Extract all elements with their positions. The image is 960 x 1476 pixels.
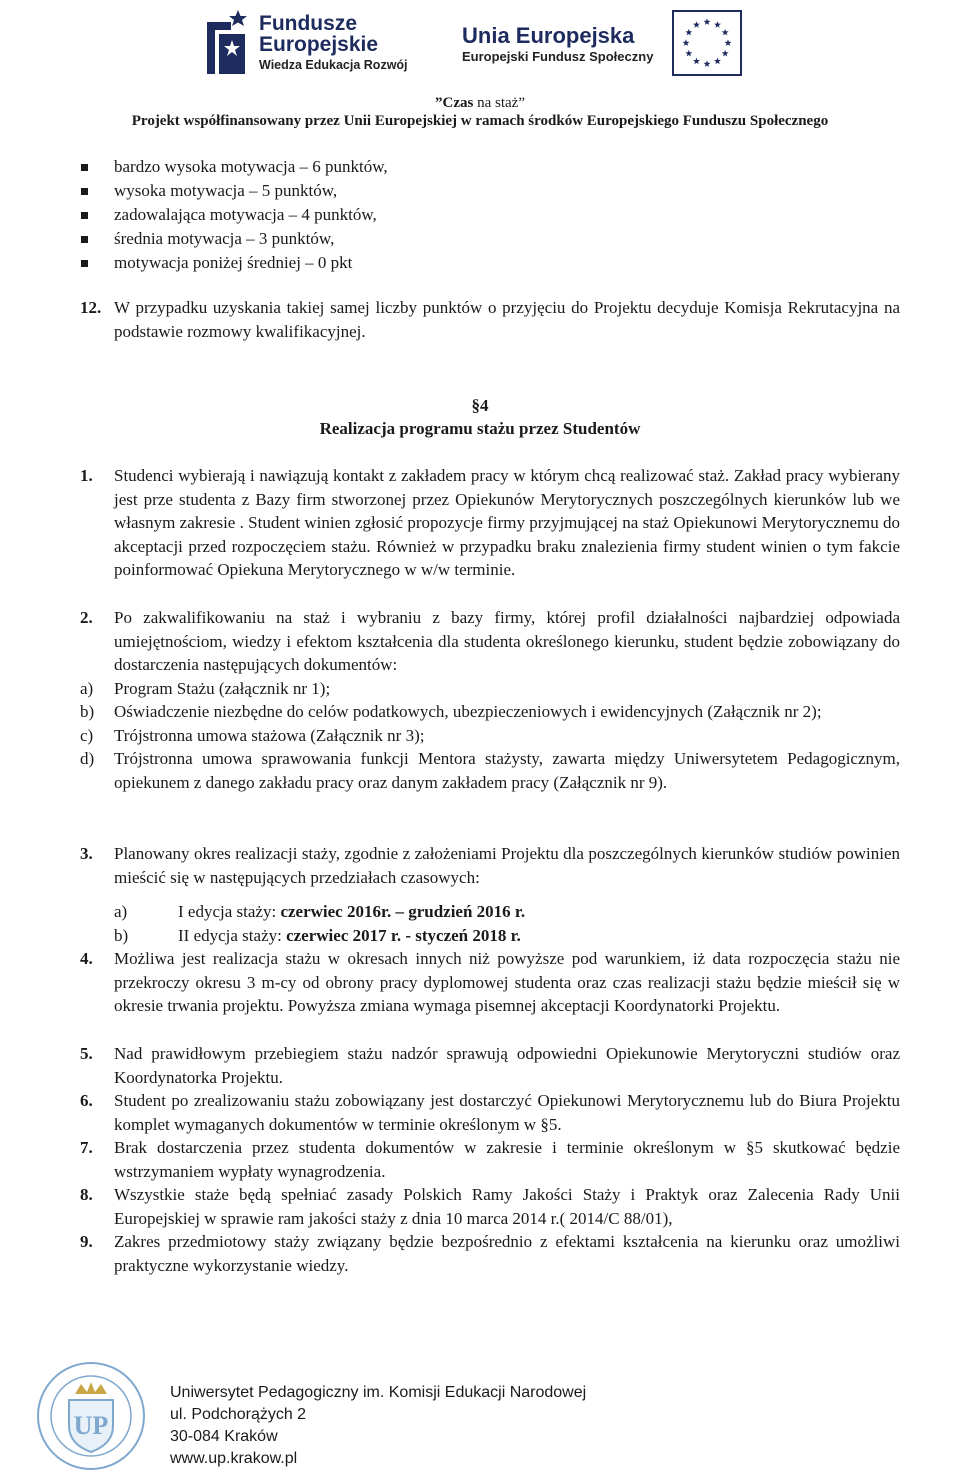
item-number: 1. [80,466,93,485]
seal-letters: UP [73,1411,109,1440]
edition-list [80,900,900,948]
bullet-text: bardzo wysoka motywacja – 6 punktów, [114,157,388,176]
edition-label: I edycja staży: [178,902,281,921]
footer-university: Uniwersytet Pedagogiczny im. Komisji Edukacji Narodowej [170,1384,587,1401]
square-bullet-icon [81,188,88,195]
edition-dates: czerwiec 2017 r. - styczeń 2018 r. [286,926,521,945]
ue-logo-line1: Unia Europejska [462,23,635,48]
edition-letter: a) [114,902,128,921]
item-text: Student po zrealizowaniu stażu zobowiązany jest dostarczyć Opiekunowi Merytorycznemu lub do Biura Projektu komplet wymaganych dokumentów w terminie określonym w §5. [114,1091,900,1134]
document-list-item [80,700,900,724]
section-title: Realizacja programu stażu przez Studentów [319,419,641,438]
item-number: 9. [80,1232,93,1251]
project-name-bold: ”Czas [435,95,474,111]
section-item-6 [80,1089,900,1136]
list-item [80,227,388,251]
section-symbol: §4 [471,396,489,415]
edition-item [80,900,900,924]
item-letter-text: Program Stażu (załącznik nr 1); [114,678,331,698]
section-item-7 [80,1136,900,1183]
item-letter-text: Oświadczenie niezbędne do celów podatkowych, ubezpieczeniowych i ewidencyjnych (Załącznik nr 2); [114,702,822,721]
section-item-1 [80,464,900,582]
fe-logo-line3: Wiedza Edukacja Rozwój [259,58,408,72]
paragraph-text: W przypadku uzyskania takiej samej liczby punktów o przyjęciu do Projektu decyduje Komisja Rekrutacyjna na podstawie rozmowy kwalifikacyjnej. [114,298,900,341]
section-item-4 [80,947,900,1018]
ue-logo-text [462,24,653,66]
item-number: 6. [80,1091,93,1110]
item-text: Po zakwalifikowaniu na staż i wybraniu z bazy firmy, której profil działalności najbardziej odpowiada umiejętnościom, wiedzy i efektom kształcenia dla studenta określonego kierunku, student będzie zobowiązany do dostarczenia następujących dokumentów: [114,608,900,674]
item-number: 7. [80,1138,93,1157]
item-text: Zakres przedmiotowy staży związany będzie bezpośrednio z efektami kształcenia na kierunku oraz umożliwi praktyczne wykorzystanie wiedzy. [114,1232,900,1275]
item-text: Nad prawidłowym przebiegiem stażu nadzór sprawują odpowiedni Opiekunowie Merytoryczni studiów oraz Koordynatorka Projektu. [114,1044,900,1087]
item-number: 2. [80,608,93,627]
footer-website: www.up.krakow.pl [170,1450,298,1467]
document-list-item [80,724,900,748]
item-number: 4. [80,949,93,968]
eu-flag-icon [672,10,742,76]
item-letter: a) [80,678,94,698]
square-bullet-icon [81,236,88,243]
item-text: Możliwa jest realizacja stażu w okresach innych niż powyższe pod warunkiem, iż data rozpoczęcia stażu nie przekroczy okresu 3 m-cy od obrony pracy dyplomowej studenta oraz czas realizacji stażu będzie mieścił się w okresie trwania projektu. Powyższa zmiana wymaga pisemnej akceptacji Koordynatorki Projektu. [114,949,900,1015]
section-item-9 [80,1230,900,1277]
item-number: 3. [80,844,93,863]
edition-dates: czerwiec 2016r. – grudzień 2016 r. [280,902,526,921]
fe-star-icon [205,10,249,76]
item-number: 5. [80,1044,93,1063]
unia-europejska-logo [462,8,752,78]
bullet-text: motywacja poniżej średniej – 0 pkt [114,253,353,272]
section-item-3 [80,842,900,889]
square-bullet-icon [81,212,88,219]
list-item [80,203,388,227]
project-name-rest: na staż” [473,95,525,111]
edition-letter: b) [114,926,129,945]
fe-logo-line2: Europejskie [259,33,379,56]
fe-logo-line1: Fundusze [259,12,357,35]
item-letter-text: Trójstronna umowa sprawowania funkcji Mentora stażysty, zawarta między Uniwersytetem Pedagogicznym, opiekunem z danego zakładu pracy oraz danym zakładem pracy (Załącznik nr 9). [114,749,900,792]
item-text: Studenci wybierają i nawiązują kontakt z zakładem pracy w którym chcą realizować staż. Zakład pracy wybierany jest prze studenta z Bazy firm stworzonej przez Opiekunów Merytorycznych poszczególnych kierunków lub we własnym zakresie . Student winien zgłosić propozycje firmy przyjmującej na staż Opiekunowi Merytorycznemu do akceptacji przed rozpoczęciem stażu. Również w przypadku braku znalezienia firmy student winien o tym fakcie poinformować Opiekuna Merytorycznego w w/w terminie. [114,466,900,579]
project-name [0,95,960,112]
header-logos [0,0,960,95]
item-text: Planowany okres realizacji staży, zgodnie z założeniami Projektu dla poszczególnych kierunków studiów powinien mieścić się w następujących przedziałach czasowych: [114,844,900,887]
fe-logo-text [259,14,408,74]
list-item [80,251,388,275]
section-item-8 [80,1183,900,1230]
bullet-text: wysoka motywacja – 5 punktów, [114,181,338,200]
bullet-text: średnia motywacja – 3 punktów, [114,229,335,248]
item-letter-text: Trójstronna umowa stażowa (Załącznik nr 3); [114,725,425,745]
footer-street: ul. Podchorążych 2 [170,1406,307,1423]
fundusze-europejskie-logo [205,8,435,78]
section-item-2 [80,606,900,794]
ue-logo-line2: Europejski Fundusz Społeczny [462,49,654,64]
document-list-item [80,677,900,701]
document-list-item [80,747,900,794]
item-number: 8. [80,1185,93,1204]
item-text: Brak dostarczenia przez studenta dokumentów w zakresie i terminie określonym w §5 skutkować będzie wstrzymaniem wypłaty wynagrodzenia. [114,1138,900,1181]
footer-address [170,1382,586,1470]
list-item [80,179,388,203]
list-item [80,155,388,179]
item-text: Wszystkie staże będą spełniać zasady Polskich Ramy Jakości Staży i Praktyk oraz Zalecenia Rady Unii Europejskiej w sprawie ram jakości staży z dnia 10 marca 2014 r.( 2014/C 88/01), [114,1185,900,1228]
university-seal-logo [35,1360,147,1472]
motivation-bullet-list [80,155,388,275]
project-cofinancing-line: Projekt współfinansowany przez Unii Europejskiej w ramach środków Europejskiego Funduszu Społecznego [131,113,829,129]
bullet-text: zadowalająca motywacja – 4 punktów, [114,205,377,224]
square-bullet-icon [81,260,88,267]
footer-city: 30-084 Kraków [170,1428,278,1445]
square-bullet-icon [81,164,88,171]
item-letter: d) [80,749,95,768]
item-letter: c) [80,725,94,745]
edition-item [80,924,900,948]
paragraph-12 [80,296,900,343]
item-letter: b) [80,702,95,721]
paragraph-number: 12. [80,298,102,317]
edition-label: II edycja staży: [178,926,287,945]
section-item-5 [80,1042,900,1089]
